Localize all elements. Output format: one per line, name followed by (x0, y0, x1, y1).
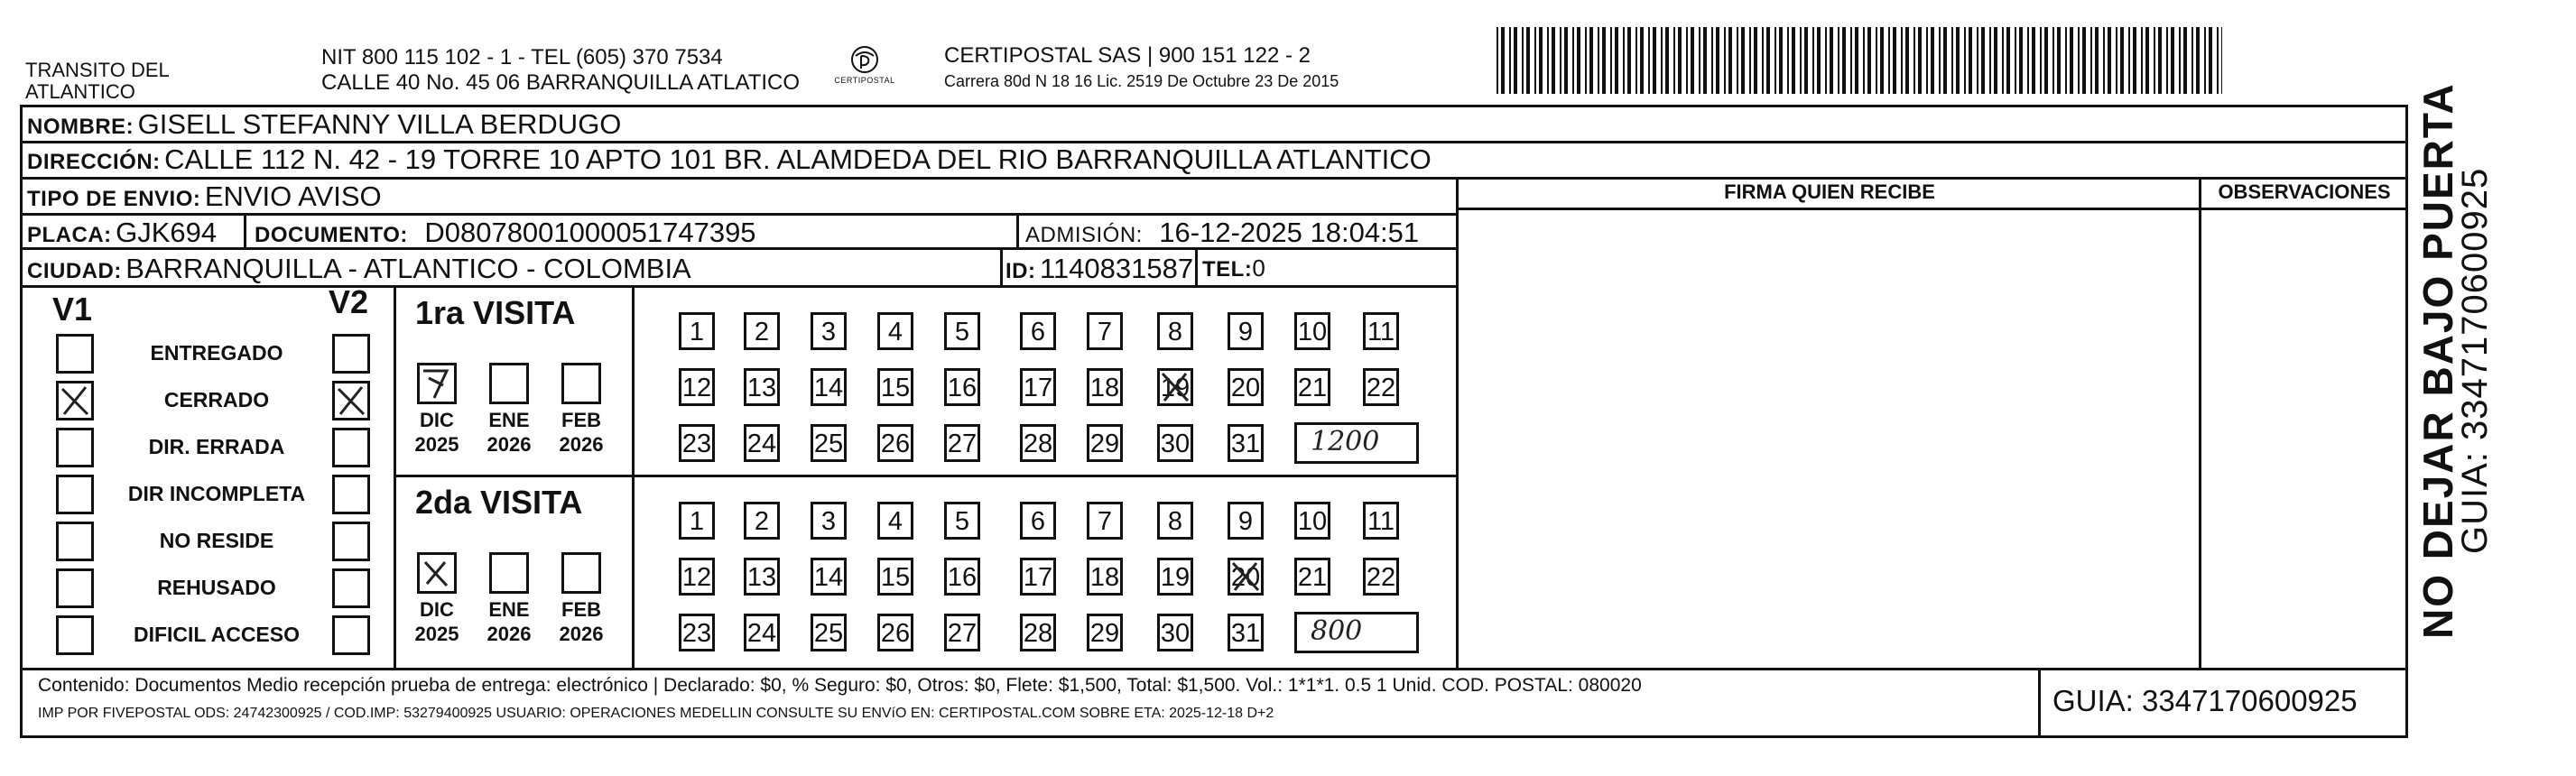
month-checkbox[interactable] (489, 363, 529, 404)
footer-guia: GUIA: 3347170600925 (2052, 684, 2358, 717)
barcode-bar (1964, 27, 1966, 94)
barcode-bar (1686, 27, 1688, 94)
id-label: ID: (1005, 259, 1036, 283)
company-line: CERTIPOSTAL SAS | 900 151 122 - 2 (944, 43, 1311, 68)
barcode-bar (1838, 27, 1839, 94)
v2-checkbox[interactable] (332, 334, 370, 374)
day-box[interactable]: 5 (944, 312, 980, 350)
v2-checkbox[interactable] (332, 568, 370, 608)
handwritten-x-mark (1228, 558, 1264, 596)
tipo-label: TIPO DE ENVIO: (27, 187, 201, 211)
barcode (1495, 27, 2228, 94)
barcode-bar (1842, 27, 1846, 94)
documento-label: DOCUMENTO: (255, 223, 408, 247)
status-label: ENTREGADO (150, 341, 283, 365)
barcode-bar (1560, 27, 1561, 94)
observaciones-area[interactable] (2202, 211, 2406, 666)
month-checkbox[interactable] (417, 363, 457, 404)
x-mark-icon (1157, 368, 1193, 406)
day-box[interactable]: 9 (1228, 502, 1264, 540)
barcode-bar (2108, 27, 2111, 94)
barcode-bar (1665, 27, 1669, 94)
handwritten-time: 1200 (1311, 426, 1380, 457)
day-box[interactable]: 11 (1363, 312, 1399, 350)
barcode-bar (2204, 27, 2206, 94)
observaciones-header: OBSERVACIONES (2218, 180, 2391, 203)
month-name: DIC (420, 409, 454, 431)
barcode-bar (1501, 27, 1505, 94)
day-box[interactable]: 30 (1157, 614, 1193, 651)
barcode-bar (2128, 27, 2130, 94)
barcode-bar (2154, 27, 2155, 94)
barcode-bar (2095, 27, 2099, 94)
cell-divider (1195, 247, 1198, 285)
barcode-bar (2166, 27, 2168, 94)
barcode-bar (2191, 27, 2193, 94)
barcode-bar (2040, 27, 2042, 94)
handwritten-x-mark (335, 383, 367, 418)
col-divider (2199, 177, 2201, 668)
day-box[interactable]: 12 (679, 558, 715, 596)
org-line1: TRANSITO DEL (25, 59, 170, 81)
visit-title: 2da VISITA (415, 484, 583, 521)
day-box[interactable]: 7 (1087, 312, 1123, 350)
barcode-bar (1648, 27, 1650, 94)
barcode-bar (2179, 27, 2181, 94)
barcode-bar (1939, 27, 1941, 94)
visit-title: 1ra VISITA (415, 294, 576, 331)
barcode-bar (1787, 27, 1789, 94)
barcode-bar (2027, 27, 2029, 94)
barcode-bar (1623, 27, 1625, 94)
month-checkbox[interactable] (417, 552, 457, 594)
day-box[interactable]: 29 (1087, 424, 1123, 462)
nit-line: NIT 800 115 102 - 1 - TEL (605) 370 7534 (321, 45, 723, 69)
v1-checkbox[interactable] (56, 475, 94, 514)
tel-label: TEL: (1202, 257, 1253, 282)
barcode-bar (1969, 27, 1972, 94)
barcode-bar (2019, 27, 2023, 94)
barcode-bar (1522, 27, 1524, 94)
firma-header: FIRMA QUIEN RECIBE (1724, 180, 1935, 203)
handwritten-x-mark (420, 555, 454, 591)
firma-area[interactable] (1460, 211, 2197, 666)
barcode-bar (1926, 27, 1928, 94)
v1-label: V1 (52, 291, 93, 328)
day-box[interactable]: 13 (744, 368, 780, 406)
barcode-bar (1552, 27, 1555, 94)
status-label: DIR. ERRADA (148, 435, 285, 458)
documento-cell (255, 217, 756, 249)
certipostal-logo (829, 42, 901, 96)
barcode-bar (1509, 27, 1511, 94)
month-label (484, 408, 534, 457)
day-box[interactable]: 17 (1020, 368, 1056, 406)
day-box[interactable]: 18 (1087, 368, 1123, 406)
barcode-bar (1804, 27, 1808, 94)
row-divider (20, 285, 1459, 288)
org-line2: ATLANTICO (25, 80, 135, 103)
day-box[interactable]: 20 (1228, 558, 1264, 596)
v2-checkbox[interactable] (332, 522, 370, 561)
v2-checkbox[interactable] (332, 428, 370, 467)
day-box[interactable]: 17 (1020, 558, 1056, 596)
day-box[interactable]: 23 (679, 614, 715, 651)
x-mark-icon (1228, 558, 1264, 596)
barcode-bar (1673, 27, 1675, 94)
day-box[interactable]: 10 (1294, 502, 1330, 540)
day-box[interactable]: 26 (877, 614, 913, 651)
barcode-bar (2090, 27, 2092, 94)
month-name: ENE (488, 598, 530, 621)
barcode-bar (1977, 27, 1978, 94)
day-box[interactable]: 10 (1294, 312, 1330, 350)
day-box[interactable]: 30 (1157, 424, 1193, 462)
placa-label: PLACA: (27, 223, 112, 247)
barcode-bar (1749, 27, 1751, 94)
tipo-row (27, 180, 382, 213)
day-box[interactable]: 1 (679, 502, 715, 540)
day-box[interactable]: 4 (877, 312, 913, 350)
day-box[interactable]: 31 (1228, 614, 1264, 651)
barcode-bar (2002, 27, 2004, 94)
barcode-bar (1830, 27, 1833, 94)
barcode-bar (1691, 27, 1694, 94)
day-box[interactable]: 25 (811, 614, 847, 651)
documento-value: D08078001000051747395 (424, 217, 756, 248)
barcode-bar (1678, 27, 1682, 94)
barcode-bar (1893, 27, 1896, 94)
v2-checkbox[interactable] (332, 381, 370, 420)
barcode-bar (1711, 27, 1713, 94)
admision-value: 16-12-2025 18:04:51 (1159, 217, 1420, 248)
barcode-bar (2044, 27, 2048, 94)
admision-cell (1025, 217, 1419, 249)
barcode-bar (2116, 27, 2117, 94)
status-label: CERRADO (163, 388, 270, 411)
barcode-bar (1572, 27, 1574, 94)
barcode-bar (1526, 27, 1530, 94)
cell-divider (2038, 668, 2041, 738)
barcode-bar (2057, 27, 2061, 94)
v1-checkbox[interactable] (56, 522, 94, 561)
day-box[interactable]: 3 (811, 312, 847, 350)
ciudad-cell (27, 253, 691, 285)
month-checkbox[interactable] (489, 552, 529, 594)
barcode-bar (1602, 27, 1606, 94)
month-name: FEB (561, 598, 601, 621)
barcode-bar (2052, 27, 2054, 94)
tel-cell (1202, 254, 1265, 282)
day-box[interactable]: 2 (744, 312, 780, 350)
status-label: REHUSADO (157, 576, 276, 599)
barcode-bar (1943, 27, 1947, 94)
logo-icon (829, 42, 901, 96)
handwritten-time: 800 (1311, 615, 1363, 647)
v2-checkbox[interactable] (332, 615, 370, 655)
barcode-bar (2006, 27, 2010, 94)
barcode-bar (2158, 27, 2162, 94)
month-label (556, 408, 607, 457)
admision-label: ADMISIÓN: (1025, 223, 1143, 247)
day-box[interactable]: 19 (1157, 558, 1193, 596)
barcode-bar (1762, 27, 1764, 94)
day-box[interactable]: 11 (1363, 502, 1399, 540)
barcode-bar (1981, 27, 1985, 94)
footer-divider (20, 668, 2408, 670)
barcode-bar (1577, 27, 1580, 94)
day-box[interactable]: 16 (944, 558, 980, 596)
direccion-value: CALLE 112 N. 42 - 19 TORRE 10 APTO 101 BR. ALAMDEDA DEL RIO BARRANQUILLA ATLANTICO (164, 143, 1432, 175)
month-name: DIC (420, 598, 454, 621)
barcode-bar (1661, 27, 1663, 94)
month-label (412, 597, 462, 646)
day-box[interactable]: 21 (1294, 558, 1330, 596)
barcode-bar (1850, 27, 1852, 94)
barcode-bar (1792, 27, 1795, 94)
barcode-bar (1598, 27, 1599, 94)
barcode-bar (1728, 27, 1732, 94)
ciudad-label: CIUDAD: (27, 259, 122, 283)
day-box[interactable]: 12 (679, 368, 715, 406)
cell-divider (1016, 213, 1019, 249)
logo-text: CERTIPOSTAL (834, 76, 895, 85)
barcode-bar (1766, 27, 1770, 94)
v1-checkbox[interactable] (56, 428, 94, 467)
month-year: 2026 (486, 433, 532, 456)
footer-contenido: Contenido: Documentos Medio recepción prueba de entrega: electrónico | Declarado: $0, % Seguro: $0, Otros: $0, Flete: $1,500, Total: $1,500. Vol.: 1*1*1. 0.5 1 Unid. COD. POSTAL: 080020 (38, 675, 1642, 696)
cell-divider (1000, 247, 1003, 285)
barcode-bar (1635, 27, 1637, 94)
month-name: FEB (561, 409, 601, 431)
handwritten-check-mark (420, 365, 454, 402)
col-divider (1456, 177, 1459, 668)
side-guia: GUIA: 3347170600925 (2455, 167, 2495, 554)
day-box[interactable]: 5 (944, 502, 980, 540)
day-box[interactable]: 15 (877, 368, 913, 406)
status-label: DIR INCOMPLETA (127, 482, 306, 505)
barcode-bar (1774, 27, 1776, 94)
barcode-bar (2196, 27, 2200, 94)
barcode-bar (2183, 27, 2187, 94)
barcode-bar (1989, 27, 1991, 94)
barcode-bar (1741, 27, 1745, 94)
row-divider (1459, 208, 2201, 210)
month-checkbox[interactable] (561, 552, 601, 594)
placa-value: GJK694 (116, 217, 218, 248)
day-box[interactable]: 24 (744, 424, 780, 462)
barcode-bar (1918, 27, 1922, 94)
barcode-bar (1754, 27, 1757, 94)
month-checkbox[interactable] (561, 363, 601, 404)
v1-checkbox[interactable] (56, 381, 94, 420)
day-box[interactable]: 1 (679, 312, 715, 350)
tipo-value: ENVIO AVISO (204, 180, 382, 212)
day-box[interactable]: 20 (1228, 368, 1264, 406)
barcode-bar (2015, 27, 2016, 94)
month-label (412, 408, 462, 457)
day-box[interactable]: 24 (744, 614, 780, 651)
barcode-bar (1699, 27, 1700, 94)
v2-label: V2 (329, 283, 369, 320)
ciudad-value: BARRANQUILLA - ATLANTICO - COLOMBIA (125, 253, 691, 284)
v1-checkbox[interactable] (56, 334, 94, 374)
row-divider (2201, 208, 2408, 210)
nombre-label: NOMBRE: (27, 115, 134, 139)
day-box[interactable]: 29 (1087, 614, 1123, 651)
barcode-bar (1589, 27, 1593, 94)
barcode-bar (1817, 27, 1821, 94)
barcode-bar (1564, 27, 1568, 94)
day-box[interactable]: 27 (944, 424, 980, 462)
month-name: ENE (488, 409, 530, 431)
barcode-bar (2141, 27, 2143, 94)
barcode-bar (2103, 27, 2105, 94)
barcode-bar (1547, 27, 1549, 94)
row-divider (20, 177, 2408, 180)
barcode-bar (1585, 27, 1587, 94)
month-year: 2025 (414, 623, 459, 645)
barcode-bar (2032, 27, 2035, 94)
month-year: 2026 (486, 623, 532, 645)
day-box[interactable]: 8 (1157, 312, 1193, 350)
barcode-bar (1610, 27, 1612, 94)
day-box[interactable]: 13 (744, 558, 780, 596)
barcode-bar (1737, 27, 1738, 94)
v1-checkbox[interactable] (56, 615, 94, 655)
barcode-bar (2082, 27, 2086, 94)
day-box[interactable]: 7 (1087, 502, 1123, 540)
barcode-bar (1716, 27, 1719, 94)
direccion-row (27, 143, 1432, 176)
barcode-bar (2217, 27, 2219, 94)
handwritten-x-mark (59, 383, 91, 418)
barcode-bar (1931, 27, 1934, 94)
row-divider (20, 213, 1459, 216)
barcode-bar (1825, 27, 1827, 94)
v2-checkbox[interactable] (332, 475, 370, 514)
day-box[interactable]: 22 (1363, 558, 1399, 596)
direccion-label: DIRECCIÓN: (27, 150, 161, 174)
barcode-bar (1627, 27, 1631, 94)
barcode-bar (1956, 27, 1960, 94)
barcode-bar (1812, 27, 1814, 94)
barcode-bar (1867, 27, 1871, 94)
barcode-bar (1496, 27, 1498, 94)
v1-checkbox[interactable] (56, 568, 94, 608)
barcode-bar (1640, 27, 1644, 94)
day-box[interactable]: 6 (1020, 312, 1056, 350)
day-box[interactable]: 3 (811, 502, 847, 540)
day-box[interactable]: 19 (1157, 368, 1193, 406)
barcode-bar (2120, 27, 2124, 94)
day-box[interactable]: 23 (679, 424, 715, 462)
barcode-bar (1951, 27, 1953, 94)
barcode-bar (1534, 27, 1536, 94)
barcode-bar (1863, 27, 1865, 94)
cell-divider (244, 213, 246, 249)
day-box[interactable]: 21 (1294, 368, 1330, 406)
footer-imp: IMP POR FIVEPOSTAL ODS: 24742300925 / COD.IMP: 53279400925 USUARIO: OPERACIONES MEDELLIN CONSULTE SU ENVíO EN: CERTIPOSTAL.COM SOBRE ETA: 2025-12-18 D+2 (38, 706, 1274, 721)
month-year: 2026 (559, 623, 604, 645)
status-label: NO RESIDE (159, 529, 274, 552)
id-cell (1005, 253, 1193, 285)
day-box[interactable]: 2 (744, 502, 780, 540)
day-box[interactable]: 27 (944, 614, 980, 651)
day-box[interactable]: 9 (1228, 312, 1264, 350)
side-warning: NO DEJAR BAJO PUERTA (2414, 82, 2461, 639)
barcode-bar (1913, 27, 1915, 94)
barcode-bar (2070, 27, 2073, 94)
address-line: CALLE 40 No. 45 06 BARRANQUILLA ATLATICO (321, 70, 801, 95)
barcode-bar (1539, 27, 1543, 94)
barcode-bar (2171, 27, 2174, 94)
barcode-bar (1994, 27, 1997, 94)
day-box[interactable]: 25 (811, 424, 847, 462)
day-box[interactable]: 26 (877, 424, 913, 462)
license-line: Carrera 80d N 18 16 Lic. 2519 De Octubre 23 De 2015 (944, 72, 1339, 90)
barcode-bar (1653, 27, 1656, 94)
status-label: DIFICIL ACCESO (133, 623, 300, 646)
day-box[interactable]: 31 (1228, 424, 1264, 462)
barcode-bar (1888, 27, 1890, 94)
barcode-bar (1779, 27, 1783, 94)
nombre-value: GISELL STEFANNY VILLA BERDUGO (137, 108, 622, 140)
barcode-bar (1855, 27, 1858, 94)
id-value: 1140831587 (1039, 253, 1194, 284)
barcode-bar (2221, 27, 2222, 94)
month-label (556, 597, 607, 646)
month-year: 2026 (559, 433, 604, 456)
month-year: 2025 (414, 433, 459, 456)
tel-value: 0 (1252, 254, 1265, 282)
day-box[interactable]: 16 (944, 368, 980, 406)
day-box[interactable]: 28 (1020, 614, 1056, 651)
barcode-image (1495, 27, 2228, 94)
barcode-bar (1615, 27, 1618, 94)
day-box[interactable]: 18 (1087, 558, 1123, 596)
day-box[interactable]: 6 (1020, 502, 1056, 540)
nombre-row (27, 108, 621, 141)
day-box[interactable]: 14 (811, 558, 847, 596)
barcode-bar (1880, 27, 1884, 94)
barcode-bar (1724, 27, 1726, 94)
day-box[interactable]: 22 (1363, 368, 1399, 406)
barcode-bar (1800, 27, 1802, 94)
barcode-bar (2065, 27, 2067, 94)
barcode-bar (2133, 27, 2136, 94)
barcode-bar (2209, 27, 2212, 94)
visit-divider-h (394, 475, 1456, 477)
barcode-bar (1703, 27, 1707, 94)
day-box[interactable]: 15 (877, 558, 913, 596)
barcode-bar (2145, 27, 2149, 94)
day-box[interactable]: 14 (811, 368, 847, 406)
month-label (484, 597, 534, 646)
org-name (25, 60, 170, 103)
barcode-bar (1514, 27, 1517, 94)
barcode-bar (2078, 27, 2080, 94)
day-box[interactable]: 8 (1157, 502, 1193, 540)
handwritten-x-mark (1157, 368, 1193, 406)
barcode-bar (1905, 27, 1909, 94)
placa-cell (27, 217, 217, 249)
barcode-bar (1876, 27, 1877, 94)
barcode-bar (1901, 27, 1903, 94)
day-box[interactable]: 28 (1020, 424, 1056, 462)
day-box[interactable]: 4 (877, 502, 913, 540)
